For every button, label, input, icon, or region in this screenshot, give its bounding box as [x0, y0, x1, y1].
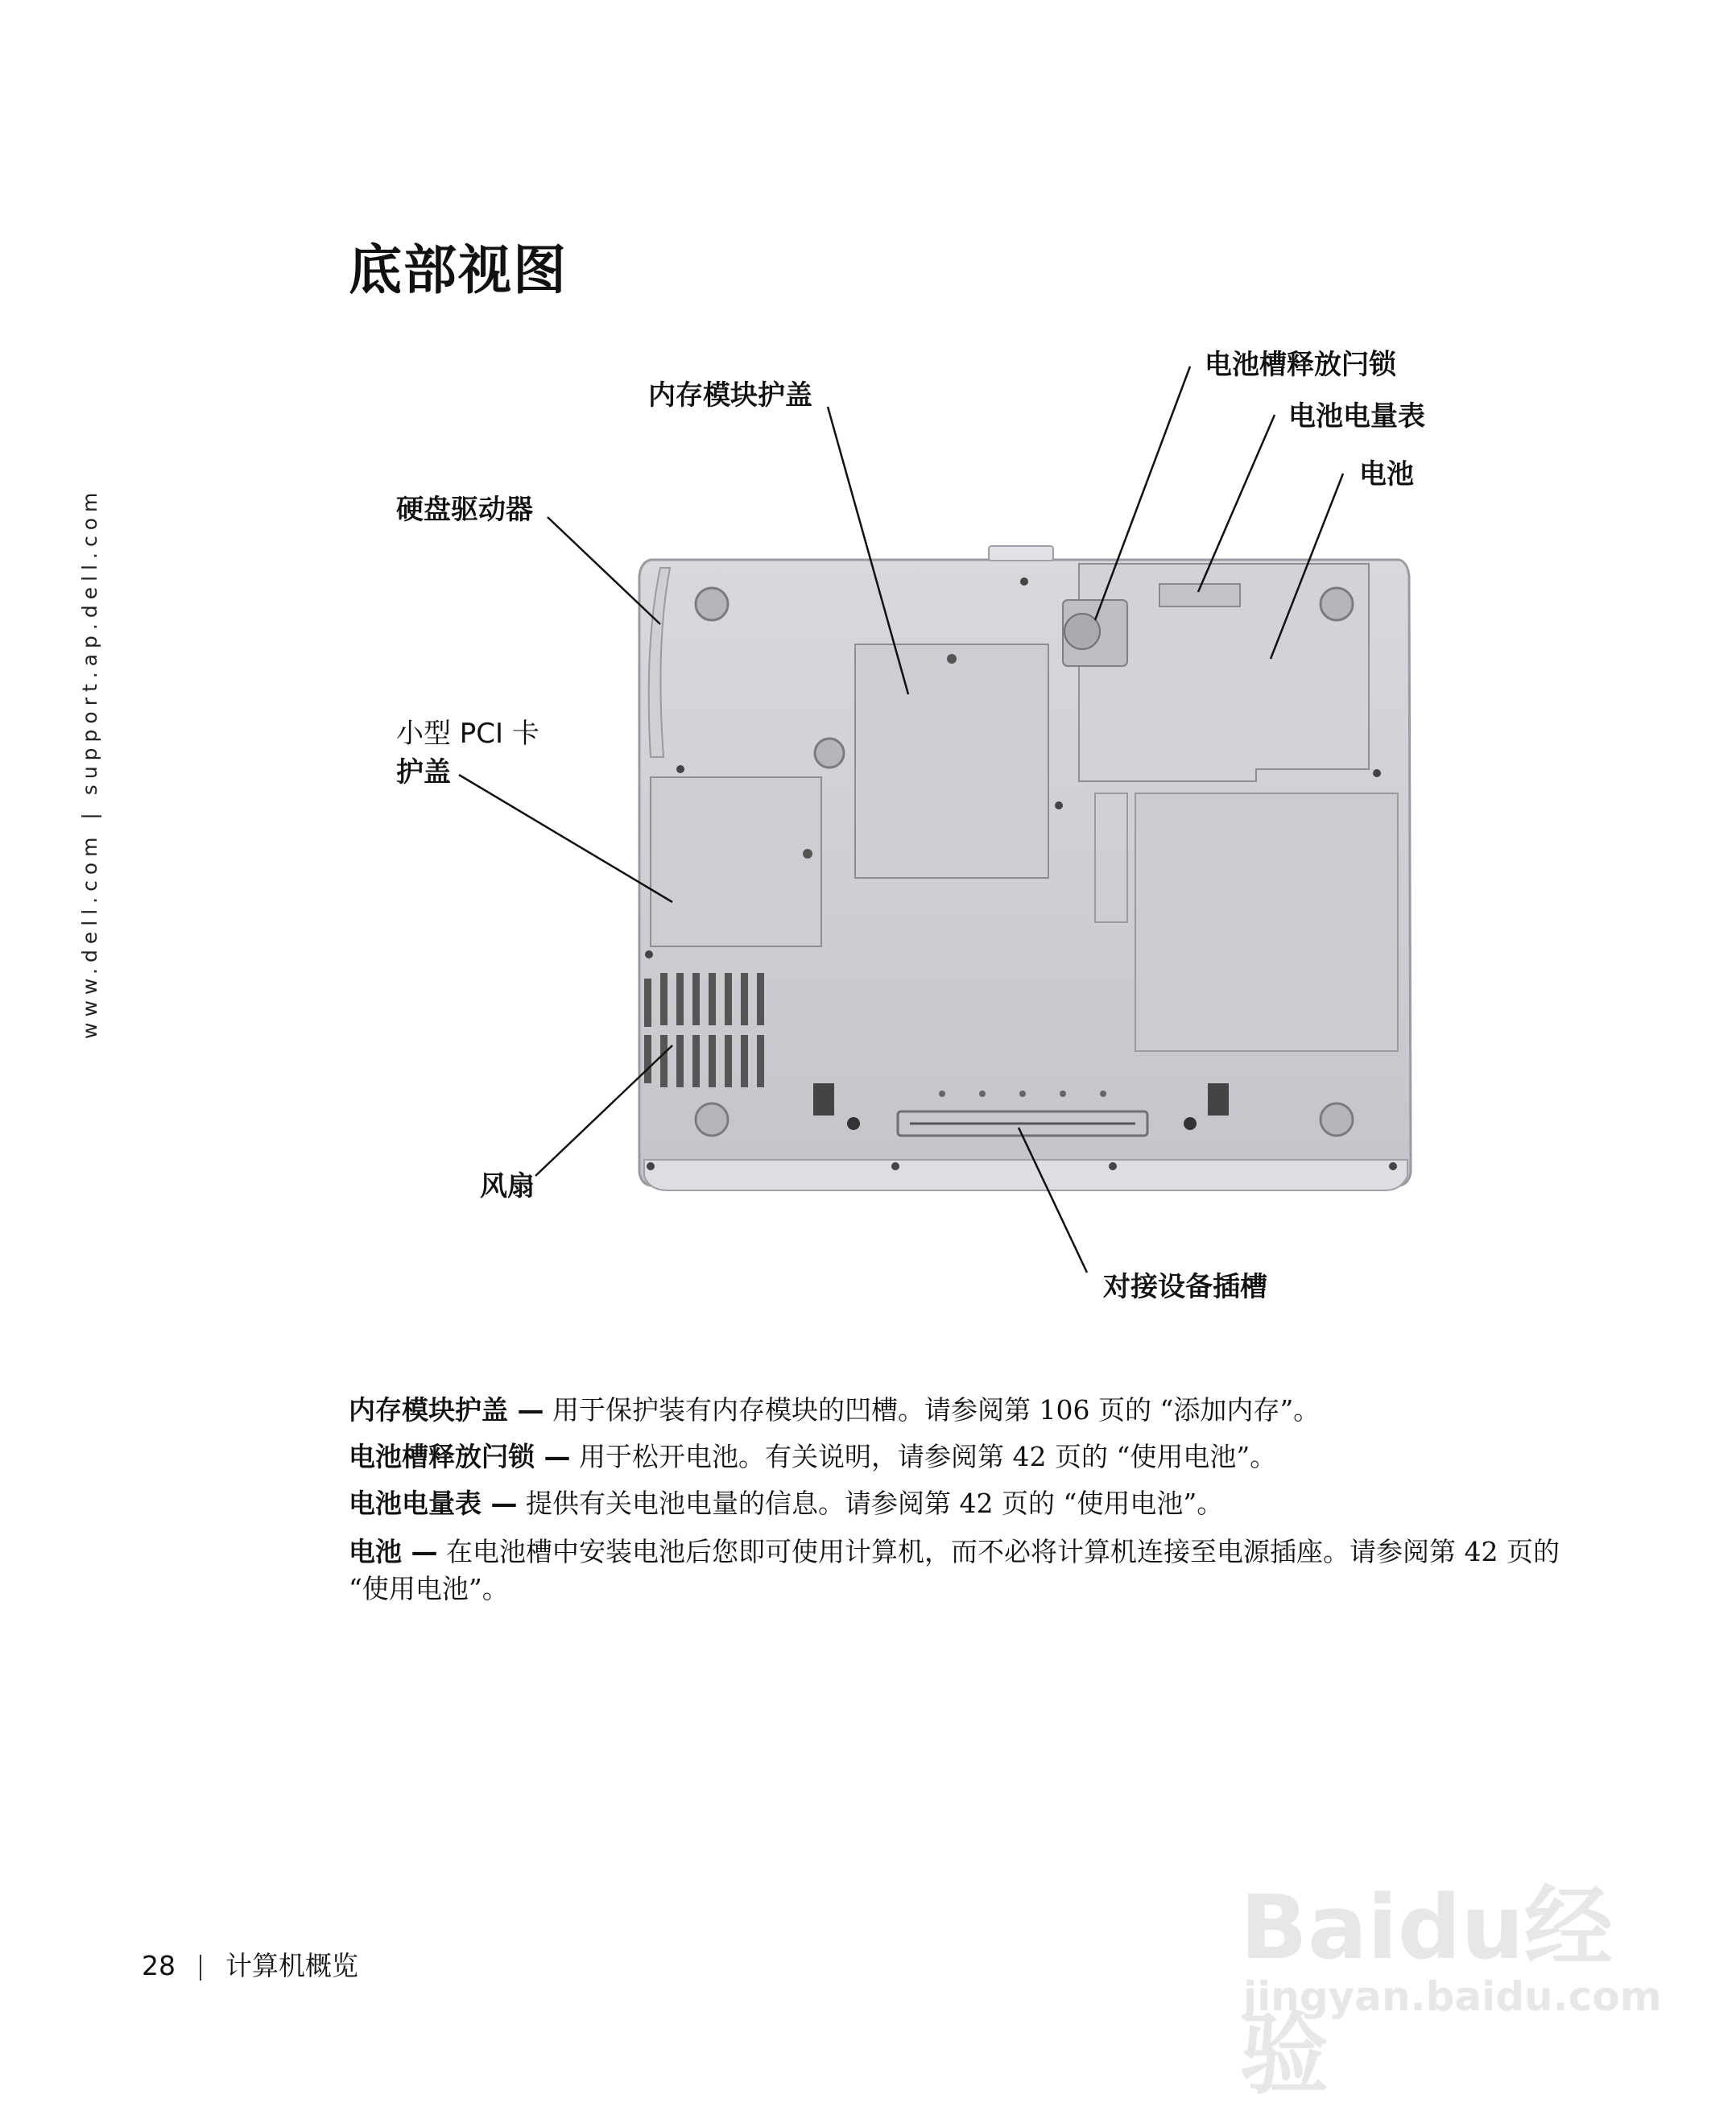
description-battery-gauge [349, 1485, 1589, 1522]
callout-battery-latch: 电池槽释放闩锁 [1205, 349, 1396, 381]
description-term: 电池电量表 — [349, 1488, 518, 1519]
description-text: 提供有关电池电量的信息。请参阅第 42 页的 “使用电池”。 [517, 1488, 1224, 1519]
watermark-logo: Baidu经验 [1240, 1876, 1613, 2106]
callout-docking-connector: 对接设备插槽 [1103, 1271, 1267, 1303]
description-text: 用于保护装有内存模块的凹槽。请参阅第 106 页的 “添加内存”。 [544, 1394, 1321, 1426]
description-text: 在电池槽中安装电池后您即可使用计算机，而不必将计算机连接至电源插座。请参阅第 42 页的 “使用电池”。 [349, 1536, 1560, 1604]
description-term: 电池槽释放闩锁 — [349, 1441, 571, 1472]
callout-battery-gauge: 电池电量表 [1288, 400, 1425, 433]
callout-hard-drive: 硬盘驱动器 [396, 494, 533, 526]
page-title: 底部视图 [349, 239, 568, 301]
callout-battery: 电池 [1359, 458, 1414, 490]
callout-mini-pci-line1: 小型 PCI 卡 [396, 718, 539, 750]
page-footer [142, 1945, 358, 1983]
page-number: 28 [142, 1950, 176, 1981]
callout-fan: 风扇 [480, 1170, 535, 1202]
watermark-url: jingyan.baidu.com [1243, 1973, 1662, 2020]
callout-mini-pci-line2: 护盖 [396, 756, 451, 789]
footer-separator [200, 1955, 201, 1981]
description-text: 用于松开电池。有关说明，请参阅第 42 页的 “使用电池”。 [570, 1441, 1277, 1472]
description-term: 电池 — [349, 1536, 438, 1567]
section-name: 计算机概览 [225, 1950, 358, 1981]
description-battery [349, 1534, 1589, 1608]
side-url: www.dell.com | support.ap.dell.com [78, 486, 101, 1039]
description-memory-cover [349, 1392, 1589, 1429]
description-battery-latch [349, 1438, 1589, 1476]
baidu-watermark [1240, 1808, 1662, 2106]
callout-memory-module-cover: 内存模块护盖 [648, 379, 812, 412]
description-term: 内存模块护盖 — [349, 1394, 544, 1426]
